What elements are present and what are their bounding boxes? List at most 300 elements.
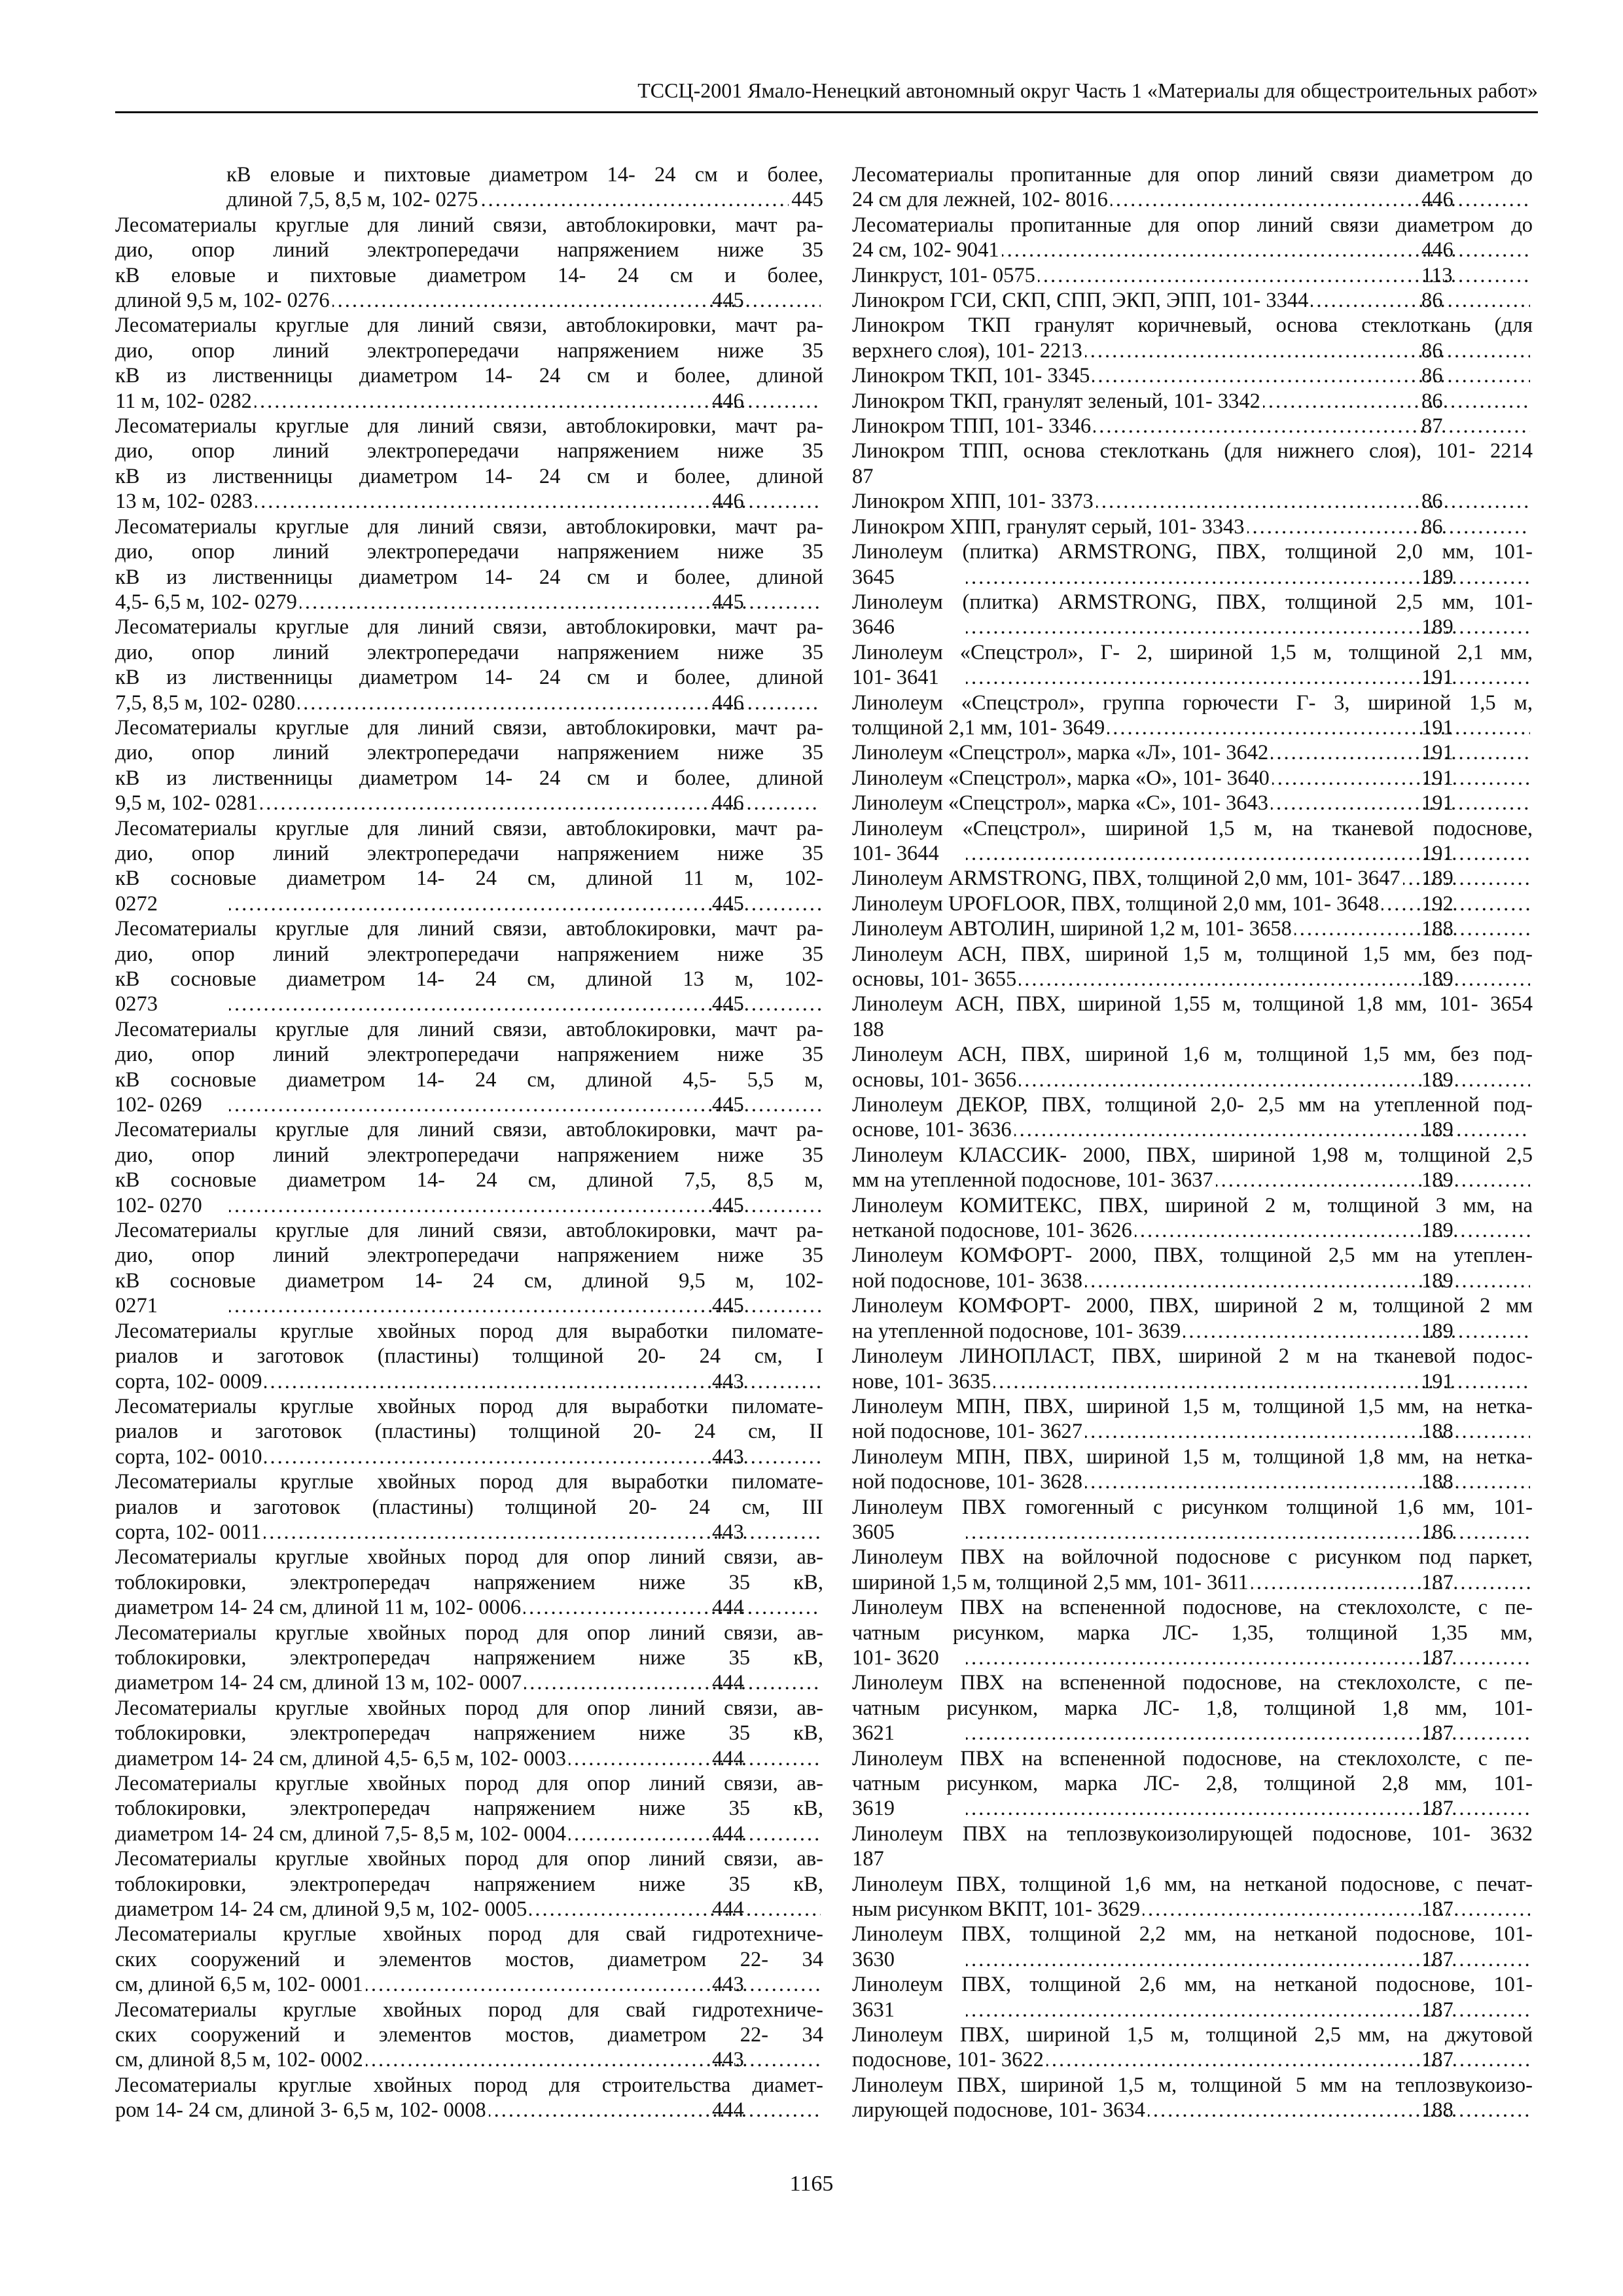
entry-code-text: ным рисунком ВКПТ, 101- 3629 [852,1897,1141,1922]
dot-leader [1085,1419,1530,1444]
entry-code-text: Линокром ТКП, гранулят зеленый, 101- 3342 [852,389,1260,413]
entry-page-ref: 187 [852,1847,884,1871]
index-entry [115,615,823,715]
entry-text-line: кВ еловые и пихтовые диаметром 14- 24 см и более, [226,163,823,187]
index-entry [852,640,1533,691]
entry-text-line: Лесоматериалы круглые для линий связи, автоблокировки, мачт ра- [115,615,823,639]
index-entry [852,1746,1533,1821]
entry-code-text: 4,5- 6,5 м, 102- 0279 [115,590,297,614]
dot-leader [1135,1218,1530,1243]
entry-text-line: Линолеум ПВХ, толщиной 2,2 мм, на нетканой подоснове, 101- [852,1922,1533,1946]
entry-leader-line: Линолеум АВТОЛИН, шириной 1,2 м, 101- 3658 ..... 188 [963,916,1533,941]
dot-leader [524,1595,821,1620]
entry-text-line: Линолеум ПВХ на вспененной подоснове, на стеклохолсте, с пе- [852,1596,1533,1620]
dot-leader [1216,1168,1530,1193]
dot-leader [366,2047,821,2072]
entry-text-line: кВ из лиственницы диаметром 14- 24 см и более, длиной [115,766,823,790]
entry-leader-line: лирующей подоснове, 101- 3634 ..... 188 [963,2098,1533,2123]
dot-leader [1143,1897,1530,1922]
entry-code-text: сорта, 102- 0011 [115,1520,262,1544]
dot-leader [1263,389,1530,414]
entry-leader-line: 24 см, 102- 9041 ..... 446 [963,238,1533,262]
entry-leader-line: 0273 ..... 445 [226,992,823,1016]
index-entry [115,1846,823,1922]
dot-leader [1271,791,1530,816]
index-entry [852,1595,1533,1670]
entry-code-text: диаметром 14- 24 см, длиной 13 м, 102- 0007 [115,1671,522,1695]
entry-leader-line: 0272 ..... 445 [226,891,823,916]
entry-code-text: Линолеум ARMSTRONG, ПВХ, толщиной 2,0 мм, 101- 3647 [852,867,1400,891]
entry-code-text: см, длиной 6,5 м, 102- 0001 [115,1973,363,1997]
entry-leader-line: 101- 3641 ..... 191 [963,665,1533,690]
entry-leader-line: 3621 ..... 187 [963,1721,1533,1746]
entry-text-line: Лесоматериалы круглые хвойных пород для свай гидротехниче- [115,1998,823,2022]
page-number: 1165 [789,2172,834,2196]
dot-leader [1046,2047,1530,2072]
entry-leader-line: на утепленной подоснове, 101- 3639 ..... 189 [963,1319,1533,1344]
index-entry [852,992,1533,1042]
entry-text-line: Линолеум «Спецстрол», Г- 2, шириной 1,5 м, толщиной 2,1 мм, [852,640,1533,664]
entry-leader-line: Линокром ТКП, гранулят зеленый, 101- 3342 ..... 86 [963,389,1533,414]
entry-leader-line: Линокром ГСИ, СКП, СПП, ЭКП, ЭПП, 101- 3344 ..... 86 [963,288,1533,313]
entry-leader-line: Линолеум UPOFLOOR, ПВХ, толщиной 2,0 мм, 101- 3648 ..... 192 [963,891,1533,916]
entry-leader-line: см, длиной 8,5 м, 102- 0002 ..... 443 [226,2047,823,2072]
entry-leader-line: 102- 0270 ..... 445 [226,1193,823,1218]
entry-text-line: дио, опор линий электропередачи напряжением ниже 35 [115,640,823,664]
index-entry [852,514,1533,539]
dot-leader [489,2098,821,2123]
entry-text-line: Линолеум ДЕКОР, ПВХ, толщиной 2,0- 2,5 мм на утепленной под- [852,1093,1533,1117]
entry-leader-line: Линкруст, 101- 0575 ..... 113 [963,263,1533,288]
index-entry [115,414,823,514]
entry-code-text: Линолеум «Спецстрол», марка «О», 101- 3640 [852,766,1270,790]
entry-text-line: Линолеум ПВХ на вспененной подоснове, на стеклохолсте, с пе- [852,1671,1533,1695]
entry-leader-line: 0271 ..... 445 [226,1293,823,1318]
entry-code-text: 11 м, 102- 0282 [115,389,252,413]
entry-text-line: кВ из лиственницы диаметром 14- 24 см и более, длиной [115,565,823,589]
entry-text-line: тоблокировки, электропередач напряжением ниже 35 кВ, [115,1721,823,1746]
index-entry [852,1042,1533,1092]
entry-code-text: Линокром ГСИ, СКП, СПП, ЭКП, ЭПП, 101- 3344 [852,289,1309,313]
dot-leader [569,1821,821,1846]
entry-code-text: Линолеум АВТОЛИН, шириной 1,2 м, 101- 3658 [852,917,1292,941]
entry-text-line: дио, опор линий электропередачи напряжением ниже 35 [115,1043,823,1067]
entry-text-line: Лесоматериалы пропитанные для опор линий связи диаметром до [852,163,1533,187]
index-entry [852,766,1533,791]
index-entry [852,590,1533,640]
entry-code-text: Линокром ТПП, 101- 3346 [852,414,1092,439]
entry-leader-line: подоснове, 101- 3622 ..... 187 [963,2047,1533,2072]
entry-text-line: Лесоматериалы круглые для линий связи, автоблокировки, мачт ра- [115,1118,823,1142]
entry-text-line: кВ еловые и пихтовые диаметром 14- 24 см и более, [115,263,823,287]
entry-leader-line: 4,5- 6,5 м, 102- 0279 ..... 445 [226,590,823,615]
index-entry [115,1621,823,1696]
entry-text-line: Линолеум (плитка) ARMSTRONG, ПВХ, толщиной 2,5 мм, 101- [852,590,1533,614]
dot-leader [1183,1319,1530,1344]
index-entry [852,162,1533,213]
index-entry [852,791,1533,816]
entry-text-line: дио, опор линий электропередачи напряжением ниже 35 [115,338,823,363]
dot-leader [1272,766,1530,791]
entry-text-line: Лесоматериалы круглые хвойных пород для свай гидротехниче- [115,1922,823,1946]
index-entry [115,916,823,1017]
entry-text-line: Лесоматериалы круглые для линий связи, автоблокировки, мачт ра- [115,213,823,237]
entry-text-line: Лесоматериалы круглые хвойных пород для выработки пиломате- [115,1319,823,1343]
entry-text-line: Лесоматериалы круглые для линий связи, автоблокировки, мачт ра- [115,314,823,338]
dot-leader [1107,715,1530,740]
index-entry [852,1670,1533,1746]
index-entry [115,816,823,917]
entry-text-line: Лесоматериалы круглые хвойных пород для опор линий связи, ав- [115,1545,823,1570]
index-entry [852,363,1533,388]
dot-leader [1311,288,1530,313]
entry-text-line: Лесоматериалы круглые для линий связи, автоблокировки, мачт ра- [115,1017,823,1041]
dot-leader [1094,414,1530,439]
entry-text-line: Линолеум КОМФОРТ- 2000, ПВХ, толщиной 2,5 мм на утеплен- [852,1244,1533,1268]
dot-leader [524,1670,821,1695]
entry-leader-line: 3619 ..... 187 [963,1796,1533,1821]
dot-leader [332,288,821,313]
entry-text-line: риалов и заготовок (пластины) толщиной 20- 24 см, II [115,1420,823,1444]
entry-text-line: Линолеум (плитка) ARMSTRONG, ПВХ, толщиной 2,0 мм, 101- [852,540,1533,564]
entry-code-text: длиной 7,5, 8,5 м, 102- 0275 [226,188,478,212]
entry-text-line: тоблокировки, электропередач напряжением ниже 35 кВ, [115,1797,823,1821]
entry-text-line: дио, опор линий электропередачи напряжением ниже 35 [115,942,823,966]
dot-leader [1382,891,1530,916]
entry-code-text: Линокром ХПП, гранулят серый, 101- 3343 [852,514,1245,539]
index-entry [852,740,1533,765]
index-entry [852,2073,1533,2123]
entry-code-text: 9,5 м, 102- 0281 [115,791,259,816]
entry-text-line: тоблокировки, электропередач напряжением ниже 35 кВ, [115,1645,823,1670]
entry-code-text: Линокром ХПП, 101- 3373 [852,490,1094,514]
entry-text-line: Линолеум ПВХ на войлочной подоснове с рисунком под паркет, [852,1545,1533,1570]
entry-leader-line: диаметром 14- 24 см, длиной 7,5- 8,5 м, 102- 0004 ..... 444 [226,1821,823,1846]
entry-code-text: ной подоснове, 101- 3628 [852,1470,1083,1494]
entry-text-line: дио, опор линий электропередачи напряжением ниже 35 [115,741,823,765]
index-entry [115,1696,823,1771]
entry-text-line: ских сооружений и элементов мостов, диаметром 22- 34 [115,1947,823,1971]
entry-text-line: Линолеум МПН, ПВХ, шириной 1,5 м, толщиной 1,8 мм, на нетка- [852,1444,1533,1469]
entry-text-line: Линокром ТПП, основа стеклоткань (для нижнего слоя), 101- 2214 [852,439,1533,463]
entry-text-line: Лесоматериалы круглые для линий связи, автоблокировки, мачт ра- [115,1219,823,1243]
entry-code-text: диаметром 14- 24 см, длиной 11 м, 102- 0006 [115,1596,522,1620]
index-entry [115,715,823,816]
entry-code-text: Линолеум «Спецстрол», марка «С», 101- 3643 [852,791,1268,816]
dot-leader [1092,363,1530,388]
dot-leader [569,1746,821,1771]
entry-leader-line: 11 м, 102- 0282 ..... 446 [226,389,823,414]
entry-code-text: Линокром ТКП, 101- 3345 [852,364,1090,388]
entry-text-line: дио, опор линий электропередачи напряжением ниже 35 [115,238,823,262]
entry-text-line: Лесоматериалы круглые хвойных пород для опор линий связи, ав- [115,1696,823,1720]
index-entry [115,162,823,213]
entry-leader-line: диаметром 14- 24 см, длиной 13 м, 102- 0007 ..... 444 [226,1670,823,1695]
entry-text-line: Лесоматериалы круглые для линий связи, автоблокировки, мачт ра- [115,816,823,840]
entry-leader-line: сорта, 102- 0011 ..... 443 [226,1520,823,1545]
entry-code-text: основы, 101- 3655 [852,967,1017,991]
entry-leader-line: 3630 ..... 187 [963,1947,1533,1972]
entry-leader-line: Линокром ТКП, 101- 3345 ..... 86 [963,363,1533,388]
dot-leader [1251,1570,1530,1595]
index-entry [852,263,1533,288]
index-entry [115,1218,823,1319]
entry-leader-line: ной подоснове, 101- 3628 ..... 188 [963,1469,1533,1494]
index-column-right [852,162,1533,2123]
entry-text-line: Линолеум «Спецстрол», группа горючести Г- 3, шириной 1,5 м, [852,691,1533,715]
entry-leader-line: ной подоснове, 101- 3627 ..... 188 [963,1419,1533,1444]
index-entry [852,916,1533,941]
entry-leader-line: Линокром ХПП, 101- 3373 ..... 86 [963,489,1533,514]
index-entry [852,1972,1533,2022]
index-entry [852,288,1533,313]
entry-code-text: 13 м, 102- 0283 [115,490,253,514]
entry-leader-line: 3645 ..... 189 [963,565,1533,590]
index-entry [852,1394,1533,1444]
entry-text-line: Линолеум ПВХ на теплозвукоизолирующей подоснове, 101- 3632 [852,1821,1533,1846]
entry-leader-line: нове, 101- 3635 ..... 191 [963,1369,1533,1394]
entry-text-line: Линолеум АСН, ПВХ, шириной 1,55 м, толщиной 1,8 мм, 101- 3654 [852,992,1533,1016]
entry-code-text: нове, 101- 3635 [852,1369,991,1393]
entry-leader-line: Линолеум «Спецстрол», марка «Л», 101- 3642 ..... 191 [963,740,1533,765]
entry-code-text: 24 см для лежней, 102- 8016 [852,188,1108,212]
dot-leader [1019,1067,1530,1092]
index-entry [852,1143,1533,1193]
entry-page-ref: 445 [791,188,823,212]
entry-code-text: основы, 101- 3656 [852,1067,1017,1092]
entry-text-line: кВ сосновые диаметром 14- 24 см, длиной 4,5- 5,5 м, [115,1067,823,1092]
entry-text-line: Лесоматериалы круглые для линий связи, автоблокировки, мачт ра- [115,414,823,439]
entry-code-text: диаметром 14- 24 см, длиной 7,5- 8,5 м, 102- 0004 [115,1821,566,1846]
entry-leader-line: Линолеум «Спецстрол», марка «С», 101- 3643 ..... 191 [963,791,1533,816]
entry-code-text: длиной 9,5 м, 102- 0276 [115,289,330,313]
entry-text-line: дио, опор линий электропередачи напряжением ниже 35 [115,439,823,463]
entry-text-line: Линолеум КОМИТЕКС, ПВХ, шириной 2 м, толщиной 3 мм, на [852,1193,1533,1217]
entry-leader-line: ным рисунком ВКПТ, 101- 3629 ..... 187 [963,1897,1533,1922]
entry-text-line: дио, опор линий электропередачи напряжением ниже 35 [115,841,823,865]
entry-text-line: кВ сосновые диаметром 14- 24 см, длиной 13 м, 102- [115,967,823,991]
entry-text-line: чатным рисунком, марка ЛС- 1,35, толщиной 1,35 мм, [852,1621,1533,1645]
entry-code-text: нетканой подоснове, 101- 3626 [852,1219,1132,1243]
entry-text-line: Линолеум «Спецстрол», шириной 1,5 м, на тканевой подоснове, [852,816,1533,840]
entry-text-line: кВ сосновые диаметром 14- 24 см, длиной 11 м, 102- [115,867,823,891]
index-entry [852,942,1533,992]
entry-code-text: подоснове, 101- 3622 [852,2048,1044,2072]
dot-leader [1148,2098,1530,2123]
entry-text-line: дио, опор линий электропередачи напряжением ниже 35 [115,1244,823,1268]
index-entry [852,2022,1533,2073]
entry-text-line: Лесоматериалы круглые хвойных пород для выработки пиломате- [115,1394,823,1418]
entry-code-text: верхнего слоя), 101- 2213 [852,338,1082,363]
entry-text-line: Лесоматериалы круглые хвойных пород для опор линий связи, ав- [115,1621,823,1645]
index-entry [115,1922,823,1997]
dot-leader [1111,187,1530,212]
entry-code-text: толщиной 2,1 мм, 101- 3649 [852,715,1105,740]
entry-code-text: Линкруст, 101- 0575 [852,263,1035,287]
entry-code-text: лирующей подоснове, 101- 3634 [852,2098,1145,2123]
index-entry [852,414,1533,439]
entry-text-line: Линолеум КЛАССИК- 2000, ПВХ, шириной 1,98 м, толщиной 2,5 [852,1143,1533,1167]
entry-code-text: 24 см, 102- 9041 [852,238,999,262]
entry-leader-line: 9,5 м, 102- 0281 ..... 446 [226,791,823,816]
entry-code-text: на утепленной подоснове, 101- 3639 [852,1319,1181,1343]
dot-leader [366,1972,821,1997]
entry-text-line: Лесоматериалы круглые для линий связи, автоблокировки, мачт ра- [115,514,823,539]
entry-leader-line: 3646 ..... 189 [963,615,1533,639]
index-entry [115,1117,823,1218]
entry-text-line: Лесоматериалы пропитанные для опор линий связи диаметром до [852,213,1533,237]
entry-text-line: Лесоматериалы круглые для линий связи, автоблокировки, мачт ра- [115,715,823,740]
entry-leader-line: Линолеум «Спецстрол», марка «О», 101- 3640 ..... 191 [963,766,1533,791]
entry-code-text: диаметром 14- 24 см, длиной 4,5- 6,5 м, 102- 0003 [115,1746,566,1770]
header-title: ТССЦ-2001 Ямало-Ненецкий автономный округ Часть 1 «Материалы для общестроительных работ» [637,79,1538,102]
entry-leader-line: сорта, 102- 0009 ..... 443 [226,1369,823,1394]
entry-leader-line: мм на утепленной подоснове, 101- 3637 ..... 189 [963,1168,1533,1193]
index-entry [852,1092,1533,1143]
entry-code-text: Линолеум UPOFLOOR, ПВХ, толщиной 2,0 мм, 101- 3648 [852,891,1380,916]
entry-text-line: Лесоматериалы круглые хвойных пород для выработки пиломате- [115,1470,823,1494]
dot-leader [1038,263,1530,288]
entry-code-text: сорта, 102- 0009 [115,1369,262,1393]
entry-text-line: чатным рисунком, марка ЛС- 1,8, толщиной 1,8 мм, 101- [852,1696,1533,1720]
entry-text-line: дио, опор линий электропередачи напряжением ниже 35 [115,1143,823,1167]
index-entry [852,691,1533,741]
entry-leader-line: ной подоснове, 101- 3638 ..... 189 [963,1268,1533,1293]
entry-text-line: Линолеум КОМФОРТ- 2000, ПВХ, шириной 2 м, толщиной 2 мм [852,1294,1533,1318]
entry-leader-line: см, длиной 6,5 м, 102- 0001 ..... 443 [226,1972,823,1997]
entry-code-text: сорта, 102- 0010 [115,1444,262,1469]
index-entry [115,1319,823,1394]
entry-text-line: Линолеум ПВХ гомогенный с рисунком толщиной 1,6 мм, 101- [852,1495,1533,1519]
index-entry [852,439,1533,489]
dot-leader [1019,967,1530,992]
entry-code-text: мм на утепленной подоснове, 101- 3637 [852,1168,1213,1193]
index-entry [852,1243,1533,1293]
entry-text-line: Лесоматериалы круглые хвойных пород для опор линий связи, ав- [115,1772,823,1795]
entry-text-line: Линолеум АСН, ПВХ, шириной 1,5 м, толщиной 1,5 мм, без под- [852,942,1533,966]
entry-code-text: 7,5, 8,5 м, 102- 0280 [115,691,296,715]
entry-leader-line: основы, 101- 3656 ..... 189 [963,1067,1533,1092]
entry-leader-line: Линокром ХПП, гранулят серый, 101- 3343 ..... 86 [963,514,1533,539]
entry-text-line: Линолеум ЛИНОПЛАСТ, ПВХ, шириной 2 м на тканевой подос- [852,1344,1533,1369]
index-entry [115,313,823,414]
entry-leader-line: 3605 ..... 186 [963,1520,1533,1545]
entry-leader-line: 24 см для лежней, 102- 8016 ..... 446 [963,187,1533,212]
entry-leader-line: основе, 101- 3636 ..... 189 [963,1117,1533,1142]
index-entry [852,1821,1533,1872]
index-entry [852,213,1533,263]
entry-text-line: тоблокировки, электропередач напряжением ниже 35 кВ, [115,1872,823,1896]
entry-leader-line: диаметром 14- 24 см, длиной 11 м, 102- 0006 ..... 444 [226,1595,823,1620]
entry-leader-line: верхнего слоя), 101- 2213 ..... 86 [963,338,1533,363]
dot-leader [529,1897,821,1922]
entry-leader-line: 102- 0269 ..... 445 [226,1092,823,1117]
entry-page-ref: 87 [852,464,874,488]
entry-text-line: Линолеум ПВХ, шириной 1,5 м, толщиной 5 мм на теплозвукоизо- [852,2073,1533,2097]
index-entry [852,539,1533,590]
entry-text-line: Линолеум ПВХ, толщиной 2,6 мм, на нетканой подоснове, 101- [852,1973,1533,1997]
entry-text-line: кВ из лиственницы диаметром 14- 24 см и более, длиной [115,464,823,488]
index-entry [115,1545,823,1620]
entry-text-line: Линолеум АСН, ПВХ, шириной 1,6 м, толщиной 1,5 мм, без под- [852,1043,1533,1067]
index-entry [852,1545,1533,1595]
entry-leader-line: Линокром ТПП, 101- 3346 ..... 87 [963,414,1533,439]
dot-leader [1085,1268,1530,1293]
index-column-left [115,162,823,2123]
entry-text-line: Линолеум ПВХ на вспененной подоснове, на стеклохолсте, с пе- [852,1746,1533,1770]
entry-text-line: Лесоматериалы круглые хвойных пород для опор линий связи, ав- [115,1847,823,1871]
index-entry [115,1771,823,1846]
entry-text-line: чатным рисунком, марка ЛС- 2,8, толщиной 2,8 мм, 101- [852,1772,1533,1795]
entry-text-line: кВ из лиственницы диаметром 14- 24 см и более, длиной [115,364,823,388]
index-entry [852,489,1533,514]
entry-text-line: тоблокировки, электропередач напряжением ниже 35 кВ, [115,1570,823,1594]
entry-text-line: ских сооружений и элементов мостов, диаметром 22- 34 [115,2023,823,2047]
index-entry [852,1344,1533,1394]
entry-text-line: дио, опор линий электропередачи напряжением ниже 35 [115,540,823,564]
entry-leader-line: длиной 9,5 м, 102- 0276 ..... 445 [226,288,823,313]
index-entry [852,891,1533,916]
entry-leader-line: 13 м, 102- 0283 ..... 446 [226,489,823,514]
entry-leader-line: шириной 1,5 м, толщиной 2,5 мм, 101- 3611 ..... 187 [963,1570,1533,1595]
index-entry [115,213,823,314]
entry-leader-line: нетканой подоснове, 101- 3626 ..... 189 [963,1218,1533,1243]
entry-leader-line: диаметром 14- 24 см, длиной 4,5- 6,5 м, 102- 0003 ..... 444 [226,1746,823,1771]
entry-page-ref: 188 [852,1017,884,1041]
index-entry [852,866,1533,891]
entry-code-text: основе, 101- 3636 [852,1118,1012,1142]
entry-leader-line: основы, 101- 3655 ..... 189 [963,967,1533,992]
entry-leader-line: 3631 ..... 187 [963,1998,1533,2022]
entry-text-line: Линолеум ПВХ, шириной 1,5 м, толщиной 2,5 мм, на джутовой [852,2023,1533,2047]
entry-text-line: Линолеум МПН, ПВХ, шириной 1,5 м, толщиной 1,5 мм, на нетка- [852,1394,1533,1418]
entry-text-line: риалов и заготовок (пластины) толщиной 20- 24 см, III [115,1495,823,1519]
index-entry [115,1998,823,2073]
index-entry [115,2073,823,2123]
entry-leader-line: 101- 3620 ..... 187 [963,1645,1533,1670]
index-entry [852,1444,1533,1495]
entry-leader-line: сорта, 102- 0010 ..... 443 [226,1444,823,1469]
entry-text-line: кВ из лиственницы диаметром 14- 24 см и более, длиной [115,666,823,690]
entry-text-line: Лесоматериалы круглые для линий связи, автоблокировки, мачт ра- [115,917,823,941]
index-entry [852,1922,1533,1972]
entry-leader-line: 7,5, 8,5 м, 102- 0280 ..... 446 [226,691,823,715]
index-entry [115,1469,823,1545]
entry-leader-line: ром 14- 24 см, длиной 3- 6,5 м, 102- 0008 ..... 444 [226,2098,823,2123]
index-entry [115,1394,823,1469]
dot-leader [1294,916,1530,941]
entry-leader-line: диаметром 14- 24 см, длиной 9,5 м, 102- 0005 ..... 444 [226,1897,823,1922]
dot-leader [1247,514,1531,539]
entry-text-line: Линокром ТКП гранулят коричневый, основа стеклоткань (для [852,314,1533,338]
index-entry [852,1193,1533,1244]
entry-leader-line: 101- 3644 ..... 191 [963,841,1533,866]
entry-leader-line: толщиной 2,1 мм, 101- 3649 ..... 191 [963,715,1533,740]
dot-leader [1271,740,1530,765]
dot-leader [1085,338,1530,363]
entry-code-text: шириной 1,5 м, толщиной 2,5 мм, 101- 3611 [852,1570,1249,1594]
entry-leader-line [226,187,823,212]
index-entry [115,1017,823,1118]
entry-code-text: ной подоснове, 101- 3638 [852,1268,1083,1293]
entry-code-text: диаметром 14- 24 см, длиной 9,5 м, 102- 0005 [115,1897,527,1922]
entry-text-line: риалов и заготовок (пластины) толщиной 20- 24 см, I [115,1344,823,1369]
index-entry [852,1293,1533,1344]
running-header [115,76,1538,113]
entry-code-text: Линолеум «Спецстрол», марка «Л», 101- 3642 [852,741,1269,765]
entry-text-line: Лесоматериалы круглые хвойных пород для строительства диамет- [115,2073,823,2097]
index-entry [852,1872,1533,1922]
